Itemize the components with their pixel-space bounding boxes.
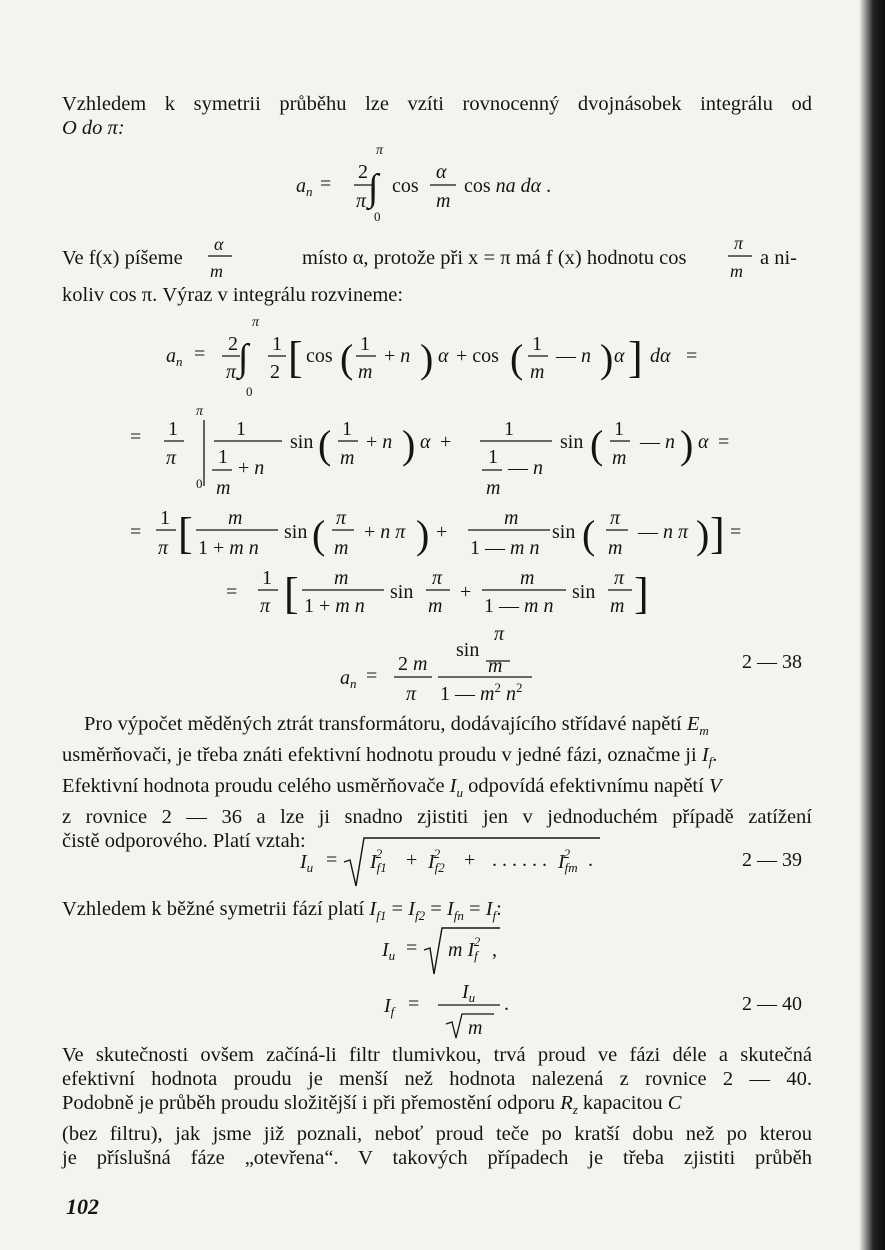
svg-text:+ n: + n [384, 345, 411, 367]
svg-text:): ) [600, 336, 614, 381]
svg-text:]: ] [628, 333, 643, 382]
paragraph-3-line-1: Pro výpočet měděných ztrát transformátoru, dodávajícího střídavé napětí $E_m$ [84, 713, 709, 739]
svg-text:(: ( [318, 422, 332, 467]
svg-text:m: m [216, 477, 231, 499]
svg-text:π: π [226, 361, 237, 383]
paragraph-5-line-1: Ve skutečnosti ovšem začíná-li filtr tlumivkou, trvá proud ve fázi déle a skutečná [62, 1044, 812, 1066]
paragraph-5-line-2: efektivní hodnota proudu je menší než hodnota nalezená z rovnice 2 — 40. [62, 1068, 812, 1090]
svg-text:m: m [488, 655, 503, 677]
svg-text:If22: $I_{f2}2$ [428, 846, 445, 875]
svg-text:m: m [340, 447, 355, 469]
equation-expansion-1 [166, 315, 697, 399]
svg-text:2 m: 2 m [398, 653, 428, 675]
paragraph-3-line-3-text-a: Efektivní hodnota proudu celého usměrňovače [62, 775, 445, 798]
svg-text:— n π: — n π [638, 521, 689, 543]
paragraph-5-line-3-text-b: kapacitou [582, 1092, 663, 1114]
svg-text:2: 2 [358, 161, 368, 183]
svg-text:π: π [260, 595, 271, 617]
paragraph-3-line-5: čistě odporového. Platí vztah: [62, 830, 306, 853]
paragraph-2-line-1-middle: místo α, protože při x = π má f (x) hodnotu cos [302, 247, 687, 269]
svg-text:+ n: + n [366, 431, 393, 453]
svg-text:an: $a_n$ [340, 667, 357, 691]
svg-text:.: . [588, 849, 593, 871]
svg-text:m: m [228, 507, 243, 529]
svg-text:1: 1 [262, 567, 272, 589]
svg-text:m: m [436, 190, 451, 212]
svg-text:m: m [334, 567, 349, 589]
svg-text:1: 1 [504, 418, 514, 440]
svg-text:0: 0 [196, 476, 203, 491]
svg-text:.: . [504, 993, 509, 1015]
svg-text:1: 1 [160, 507, 170, 529]
svg-text:m: m [612, 447, 627, 469]
equation-expansion-3 [130, 507, 741, 559]
svg-text:): ) [416, 512, 430, 557]
paragraph-2-line-1-end: a ni- [760, 247, 797, 269]
svg-text:sin: sin [284, 521, 308, 543]
svg-text:α: α [436, 161, 447, 183]
equation-2-40 [383, 981, 802, 1039]
svg-text:(: ( [590, 422, 604, 467]
svg-text:If12: $I_{f1}2$ [370, 846, 387, 875]
paragraph-3-line-3-text-b: odpovídá efektivnímu napětí [468, 775, 704, 798]
svg-text:an: $a_n$ [296, 175, 313, 199]
equation-iu-sqrt [381, 928, 500, 974]
svg-text:1 — m n: 1 — m n [470, 537, 540, 559]
svg-text:1 + m n: 1 + m n [198, 537, 259, 559]
svg-text:π: π [494, 623, 505, 645]
svg-text:m: m [210, 261, 223, 281]
svg-text:1: 1 [218, 446, 228, 468]
svg-text:1: 1 [236, 418, 246, 440]
inline-fraction-alpha-over-m [208, 234, 232, 281]
svg-text:If: $I_f$ [384, 995, 395, 1019]
svg-text:=: = [130, 426, 142, 448]
svg-text:[: [ [178, 509, 193, 558]
svg-text:cos na dα .: cos na dα . [464, 175, 552, 197]
svg-text:=: = [226, 581, 238, 603]
svg-text:sin: sin [456, 639, 480, 661]
paragraph-3-line-1-text: Pro výpočet měděných ztrát transformátoru, dodávajícího střídavé napětí [84, 713, 682, 735]
svg-text:Iu: $I_u$ [382, 939, 396, 963]
svg-text:1: 1 [168, 418, 178, 440]
svg-text:): ) [420, 336, 434, 381]
svg-text:+ n π: + n π [364, 521, 406, 543]
svg-text:α: α [614, 345, 625, 367]
svg-text:=: = [130, 521, 142, 543]
svg-text:— n: — n [556, 345, 591, 367]
svg-text:0: 0 [246, 384, 253, 399]
svg-text:m: m [428, 595, 443, 617]
svg-text:[: [ [284, 569, 299, 618]
svg-text:m: m [486, 477, 501, 499]
inline-fraction-pi-over-m [728, 233, 752, 281]
svg-text:Iu: $I_u$ [300, 851, 314, 875]
svg-text:(: ( [510, 336, 524, 381]
svg-text:α: α [438, 345, 449, 367]
svg-text:Ifm2: $I_{fm}2$ [558, 846, 578, 875]
svg-text:cos: cos [306, 345, 333, 367]
svg-text:π: π [336, 507, 347, 529]
svg-text:m: m [610, 595, 625, 617]
svg-text:=: = [326, 849, 338, 871]
svg-text:1: 1 [614, 418, 624, 440]
svg-text:α: α [214, 234, 224, 254]
svg-text:∫: ∫ [238, 337, 249, 379]
equation-2-38 [340, 623, 802, 705]
svg-text:+ cos: + cos [456, 345, 499, 367]
svg-text:sin: sin [290, 431, 314, 453]
svg-text:— n: — n [508, 457, 543, 479]
svg-text:): ) [680, 422, 694, 467]
svg-text:=: = [366, 665, 378, 687]
svg-text:π: π [432, 567, 443, 589]
svg-text:m: m [358, 361, 373, 383]
paragraph-2-line-1-start: Ve f(x) píšeme [62, 247, 183, 269]
svg-text:π: π [376, 143, 384, 158]
svg-text:(: ( [312, 512, 326, 557]
svg-text:π: π [356, 190, 367, 212]
svg-text:π: π [734, 233, 744, 253]
svg-text:m: m [520, 567, 535, 589]
svg-text:π: π [252, 315, 260, 330]
svg-text:m: m [530, 361, 545, 383]
svg-text:1 + m n: 1 + m n [304, 595, 365, 617]
svg-text:. . . . . .: . . . . . . [492, 849, 547, 871]
svg-text:0: 0 [374, 209, 381, 224]
svg-text:): ) [402, 422, 416, 467]
svg-text:π: π [614, 567, 625, 589]
svg-text:[: [ [288, 333, 303, 382]
equation-an-integral [296, 143, 551, 224]
paragraph-1-line-1: Vzhledem k symetrii průběhu lze vzíti rovnocenný dvojnásobek integrálu od [62, 93, 812, 115]
equation-expansion-2 [130, 404, 729, 499]
paragraph-3-line-4: z rovnice 2 — 36 a lze ji snadno zjistiti jen v jednoduchém případě zatížení [62, 806, 812, 829]
svg-text:=: = [320, 173, 332, 195]
svg-text:]: ] [710, 509, 725, 558]
equation-expansion-4 [226, 567, 649, 618]
svg-text:2: 2 [228, 333, 238, 355]
svg-text:): ) [696, 512, 710, 557]
svg-text:+: + [460, 581, 472, 603]
paragraph-5-line-3-text-a: Podobně je průběh proudu složitější i při přemostění odporu [62, 1092, 556, 1114]
svg-text:(: ( [340, 336, 354, 381]
svg-text:m: m [334, 537, 349, 559]
svg-text:α: α [698, 431, 709, 453]
equation-number-2-39: 2 — 39 [742, 849, 802, 871]
paragraph-4-line-1-text: Vzhledem k běžné symetrii fází platí [62, 898, 365, 920]
svg-text:dα: dα [650, 345, 671, 367]
svg-text:π: π [196, 404, 204, 419]
svg-text:π: π [406, 683, 417, 705]
paragraph-5-line-5: je příslušná fáze „otevřena“. V takových případech je třeba zjistiti průběh [62, 1147, 812, 1170]
equation-2-39 [299, 838, 802, 886]
svg-text:m: m [730, 261, 743, 281]
paragraph-3-line-3: Efektivní hodnota proudu celého usměrňovače $I_u$ odpovídá efektivnímu napětí V [62, 775, 722, 801]
svg-text:sin: sin [572, 581, 596, 603]
paragraph-2-line-2: koliv cos π. Výraz v integrálu rozvineme: [62, 284, 404, 306]
svg-text:+: + [440, 431, 452, 453]
paragraph-3-line-2: usměrňovači, je třeba znáti efektivní hodnotu proudu v jedné fázi, označme ji $I_f$. [62, 744, 718, 770]
svg-text:1: 1 [488, 446, 498, 468]
svg-text:=: = [406, 937, 418, 959]
svg-text:+ n: + n [238, 457, 265, 479]
svg-text:m If2: m $I_f2$ [448, 934, 481, 963]
svg-text:sin: sin [390, 581, 414, 603]
svg-text:Iu: $I_u$ [462, 981, 476, 1005]
svg-text:]: ] [634, 569, 649, 618]
svg-text:α: α [420, 431, 431, 453]
svg-text:m: m [608, 537, 623, 559]
svg-text:1 — m n: 1 — m n [484, 595, 554, 617]
paragraph-4-line-1: Vzhledem k běžné symetrii fází platí $I_{f1} = I_{f2} = I_{fn} = I_f$: [62, 898, 502, 924]
svg-text:=: = [718, 431, 730, 453]
svg-text:1 — m2 n2: 1 — $m^2$ $n^2$ [440, 680, 523, 705]
svg-text:=: = [408, 993, 420, 1015]
svg-text:π: π [610, 507, 621, 529]
page-number: 102 [66, 1194, 99, 1219]
svg-text:m: m [504, 507, 519, 529]
paragraph-5-line-3: Podobně je průběh proudu složitější i při přemostění odporu $R_z$ kapacitou C [62, 1092, 682, 1118]
svg-text:1: 1 [342, 418, 352, 440]
svg-text:=: = [686, 345, 698, 367]
svg-text:m: m [468, 1017, 483, 1039]
paragraph-5-line-4: (bez filtru), jak jsme již poznali, neboť proud teče po kratší dobu než po kterou [62, 1123, 812, 1146]
svg-text:=: = [730, 521, 742, 543]
svg-text:+: + [406, 849, 418, 871]
svg-text:cos: cos [392, 175, 419, 197]
paragraph-3-line-2-text: usměrňovači, je třeba znáti efektivní hodnotu proudu v jedné fázi, označme ji [62, 744, 697, 767]
svg-text:1: 1 [272, 333, 282, 355]
svg-text:=: = [194, 343, 206, 365]
svg-text:+: + [436, 521, 448, 543]
paragraph-1-line-2-text: O do π: [62, 117, 125, 139]
svg-text:an: $a_n$ [166, 345, 183, 369]
svg-text:∫: ∫ [368, 167, 379, 209]
svg-text:,: , [492, 939, 497, 961]
svg-text:1: 1 [532, 333, 542, 355]
svg-text:π: π [158, 537, 169, 559]
svg-text:1: 1 [360, 333, 370, 355]
svg-text:— n: — n [640, 431, 675, 453]
svg-text:(: ( [582, 512, 596, 557]
equation-number-2-38: 2 — 38 [742, 651, 802, 673]
svg-text:2: 2 [270, 361, 280, 383]
svg-text:sin: sin [552, 521, 576, 543]
svg-text:π: π [166, 447, 177, 469]
svg-text:+: + [464, 849, 476, 871]
equation-number-2-40: 2 — 40 [742, 993, 802, 1015]
svg-text:sin: sin [560, 431, 584, 453]
